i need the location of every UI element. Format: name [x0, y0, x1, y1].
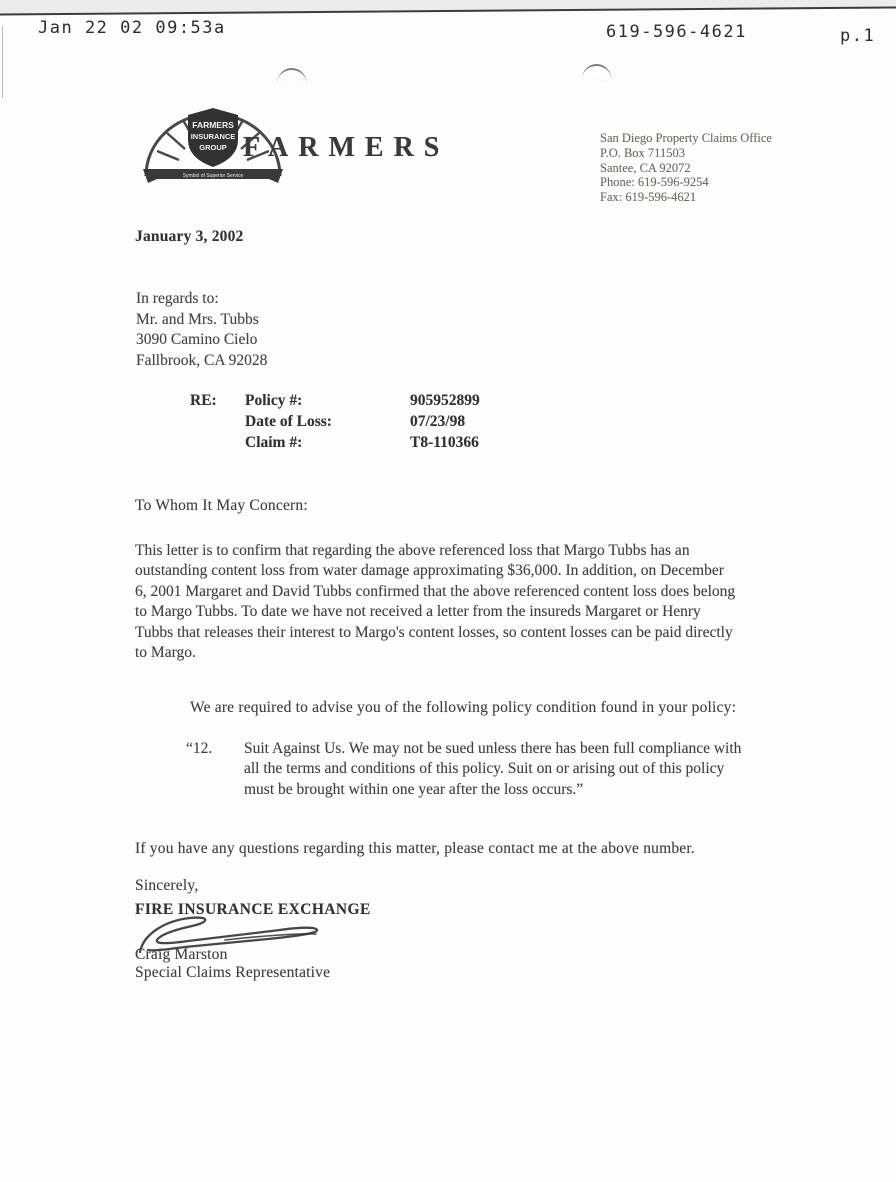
advisory-line: We are required to advise you of the following policy condition found in your policy:	[190, 699, 737, 716]
policy-condition-line: must be brought within one year after the loss occurs.”	[244, 780, 584, 798]
logo-banner-text: Symbol of Superior Service	[182, 173, 244, 179]
office-line: Phone: 619-596-9254	[600, 175, 709, 190]
re-label: RE:	[190, 392, 217, 409]
office-line: Santee, CA 92072	[600, 160, 691, 175]
signer-name: Craig Marston	[135, 946, 228, 963]
letter-date: January 3, 2002	[135, 228, 244, 245]
body-line: outstanding content loss from water damage approximating $36,000. In addition, on December	[135, 562, 724, 580]
policy-condition-quote	[186, 739, 741, 800]
recipient-line: Fallbrook, CA 92028	[136, 351, 268, 369]
office-address-block	[600, 131, 772, 205]
recipient-line: In regards to:	[136, 290, 219, 307]
closing-line: If you have any questions regarding this matter, please contact me at the above number.	[135, 840, 695, 857]
signer-title: Special Claims Representative	[135, 964, 331, 981]
re-reference-block	[190, 390, 480, 453]
fax-timestamp: Jan 22 02 09:53a	[38, 18, 226, 38]
logo-shield-text-3: GROUP	[199, 143, 227, 152]
recipient-line: Mr. and Mrs. Tubbs	[136, 310, 259, 328]
farmers-wordmark: FARMERS	[243, 132, 450, 163]
recipient-block	[136, 289, 267, 371]
re-row-value: 905952899	[410, 392, 480, 409]
policy-condition-text	[244, 739, 741, 800]
office-line: San Diego Property Claims Office	[600, 131, 772, 145]
company-name: FIRE INSURANCE EXCHANGE	[135, 901, 371, 918]
body-paragraph	[135, 541, 735, 663]
body-line: This letter is to confirm that regarding the above referenced loss that Margo Tubbs has an	[135, 542, 690, 559]
scan-left-edge	[2, 26, 3, 98]
scan-artifact-arc	[277, 67, 308, 84]
office-line: P.O. Box 711503	[600, 145, 685, 160]
body-line: Tubbs that releases their interest to Margo's content losses, so content losses can be paid directly	[135, 623, 733, 641]
body-line: to Margo.	[135, 644, 196, 662]
logo-shield-text-1: FARMERS	[192, 120, 234, 130]
scan-artifact-arc	[582, 63, 613, 81]
policy-condition-line: all the terms and conditions of this policy. Suit on or arising out of this policy	[244, 760, 725, 778]
sign-off: Sincerely,	[135, 877, 199, 894]
re-row-label: Date of Loss:	[245, 413, 332, 430]
fax-sender-number: 619-596-4621	[606, 22, 747, 42]
logo-shield-text-2: INSURANCE	[190, 132, 236, 141]
body-line: to Margo Tubbs. To date we have not received a letter from the insureds Margaret or Henry	[135, 603, 701, 621]
policy-condition-number: “12.	[186, 740, 213, 757]
re-row-value: 07/23/98	[410, 413, 466, 430]
office-line: Fax: 619-596-4621	[600, 190, 697, 205]
re-row-label: Policy #:	[245, 392, 303, 409]
re-row-value: T8-110366	[410, 434, 479, 451]
body-line: 6, 2001 Margaret and David Tubbs confirmed that the above referenced content loss does belong	[135, 582, 736, 600]
scan-top-edge	[0, 0, 896, 16]
policy-condition-line: Suit Against Us. We may not be sued unless there has been full compliance with	[244, 740, 742, 757]
recipient-line: 3090 Camino Cielo	[136, 331, 258, 348]
fax-page-number: p.1	[840, 26, 876, 46]
salutation: To Whom It May Concern:	[135, 497, 308, 514]
re-row-label: Claim #:	[245, 434, 303, 451]
